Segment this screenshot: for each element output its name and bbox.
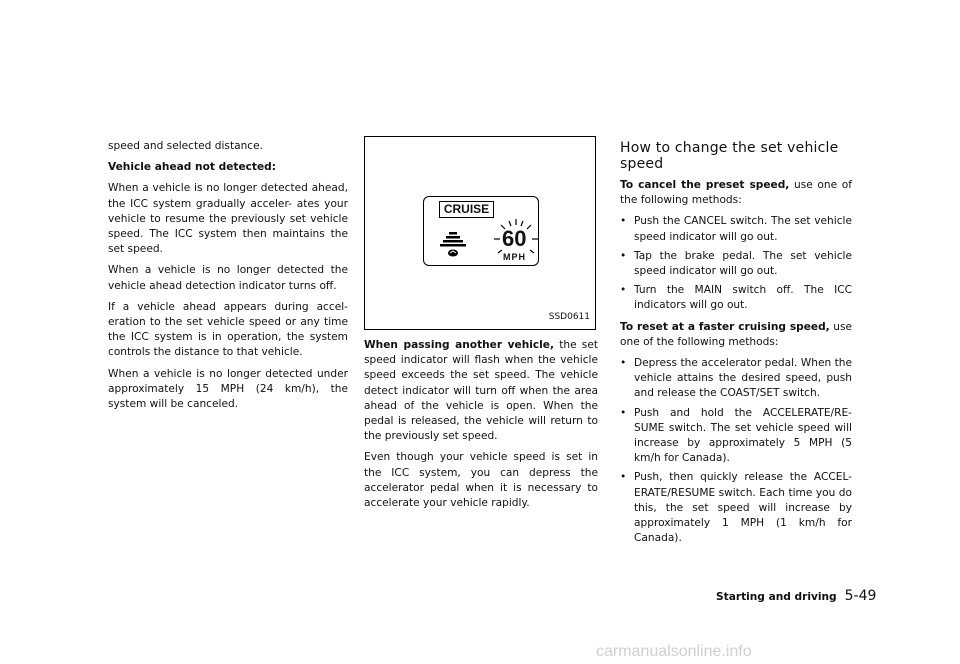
list-item: • Push and hold the ACCELERATE/RE- SUME switch. The set vehicle speed will increase by approximately 5 MPH (5 km/h for Canada). xyxy=(620,406,852,467)
lead-text: When passing another vehicle, xyxy=(364,339,554,351)
set-speed-indicator xyxy=(494,219,538,263)
section-name: Starting and driving xyxy=(716,591,837,603)
speed-unit: MPH xyxy=(503,252,526,262)
middle-column xyxy=(364,136,598,517)
figure-code: SSD0611 xyxy=(548,311,590,322)
cancel-methods-list xyxy=(620,214,852,313)
page-footer xyxy=(716,588,876,604)
paragraph xyxy=(620,178,852,208)
cruise-label: CRUISE xyxy=(439,201,494,218)
body-text: the set speed indicator will flash when the vehicle speed exceeds the set speed. The vehicle detect indicator will turn off when the area ahead of the vehicle is open. When the pedal is released, the vehicle will return to the previously set speed. xyxy=(364,339,598,443)
lead-text: To reset at a faster cruising speed, xyxy=(620,320,830,333)
vehicle-ahead-icon xyxy=(438,232,468,258)
left-column xyxy=(108,139,348,418)
list-item: • Turn the MAIN switch off. The ICC indicators will go out. xyxy=(620,283,852,313)
lead-text: To cancel the preset speed, xyxy=(620,179,790,191)
cruise-display-figure xyxy=(364,136,596,330)
reset-methods-list xyxy=(620,356,852,546)
body-text: use one of the following methods: xyxy=(620,179,853,207)
paragraph: Even though your vehicle speed is set in the ICC system, you can depress the accelerator pedal when it is necessary to accelerate your vehicle rapidly. xyxy=(364,451,598,510)
paragraph: speed and selected distance. xyxy=(108,140,264,152)
section-title: How to change the set vehicle speed xyxy=(620,140,839,172)
list-item: • Depress the accelerator pedal. When the vehicle attains the desired speed, push and release the COAST/SET switch. xyxy=(620,356,852,402)
paragraph: When a vehicle is no longer detected under approximately 15 MPH (24 km/h), the system will be canceled. xyxy=(108,367,348,411)
right-column xyxy=(620,140,852,552)
watermark: carmanualsonline.info xyxy=(596,643,752,660)
body-text: use one of the following methods: xyxy=(620,320,852,348)
set-speed-value: 60 xyxy=(502,226,527,251)
paragraph xyxy=(620,320,852,350)
subheading-vehicle-not-detected: Vehicle ahead not detected: xyxy=(108,161,276,174)
cruise-display-panel xyxy=(423,196,539,266)
paragraph: When a vehicle is no longer detected the vehicle ahead detection indicator turns off. xyxy=(108,264,348,292)
list-item: • Push the CANCEL switch. The set vehicle speed indicator will go out. xyxy=(620,214,852,244)
paragraph: When a vehicle is no longer detected ahead, the ICC system gradually acceler- ates your vehicle to resume the previously set vehicle speed. The ICC system then maintains the set speed. xyxy=(108,182,348,256)
list-item: • Tap the brake pedal. The set vehicle speed indicator will go out. xyxy=(620,249,852,279)
list-item: • Push, then quickly release the ACCEL- ERATE/RESUME switch. Each time you do this, the set speed will increase by approximately 1 MPH (1 km/h for Canada). xyxy=(620,470,852,546)
paragraph xyxy=(364,338,598,444)
page-number: 5-49 xyxy=(844,588,877,604)
paragraph: If a vehicle ahead appears during accel- eration to the set vehicle speed or any time the ICC system is in operation, the system controls the distance to that vehicle. xyxy=(108,300,348,359)
